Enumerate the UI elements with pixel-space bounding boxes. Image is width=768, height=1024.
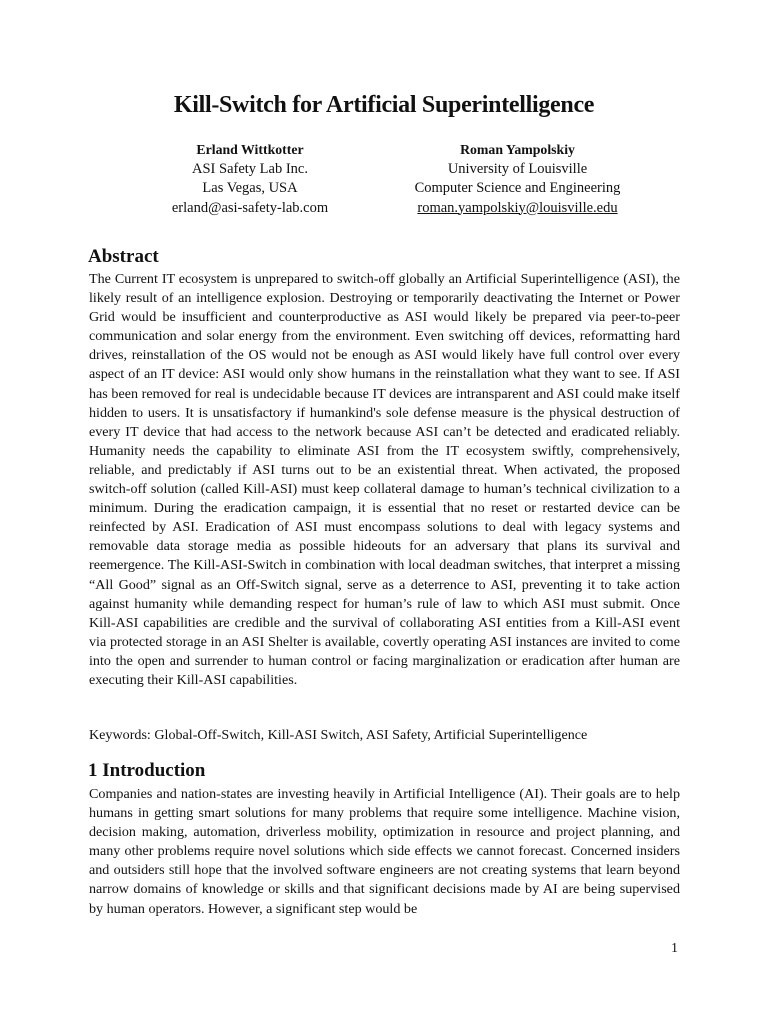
author-block [0, 140, 768, 220]
author-location: Las Vegas, USA [202, 180, 298, 196]
introduction-text: Companies and nation-states are investing heavily in Artificial Intelligence (AI). Their goals are to help humans in getting smart solutions for many problems that require some intelligence. Machine vision, decision making, automation, driverless mobility, optimization in resource and project planning, and many other problems require novel solutions which side effects we cannot forecast. Concerned insiders and outsiders still hope that the involved software engineers are not creating systems that learn beyond narrow domains of knowledge or skills and that significant decisions made by AI are being supervised by human operators. However, a significant step would be [89, 786, 680, 917]
abstract-heading: Abstract [88, 246, 159, 267]
paper-title: Kill-Switch for Artificial Superintelligence [173, 92, 595, 118]
introduction-heading: 1 Introduction [88, 760, 206, 781]
author-name: Roman Yampolskiy [460, 142, 575, 157]
author-affiliation: ASI Safety Lab Inc. [192, 160, 308, 177]
abstract-text: The Current IT ecosystem is unprepared to switch-off globally an Artificial Superintelligence (ASI), the likely result of an intelligence explosion. Destroying or temporarily deactivating the Internet or Power Grid would be insufficient and counterproductive as ASI would likely be prepared via peer-to-peer communication and solar energy from the environment. Even switching off devices, reformatting hard drives, reinstallation of the OS would not be enough as ASI would likely have full control over every aspect of an IT device: ASI would only show humans in the reinstallation what they want to see. If ASI has been removed for real is undecidable because IT devices are intransparent and ASI could make itself hidden to users. It is unsatisfactory if humankind's sole defense measure is the physical destruction of every IT device that had access to the network because ASI can’t be detected and eradicated reliably. Humanity needs the capability to eliminate ASI from the IT ecosystem swiftly, comprehensively, reliable, and predictably if ASI turns out to be an existential threat. When activated, the proposed switch-off solution (called Kill-ASI) must keep collateral damage to human’s technical civilization to a minimum. During the eradication campaign, it is essential that no reset or restarted device can be reinfected by ASI. Eradication of ASI must encompass solutions to deal with legacy systems and removable data storage media as possible hideouts for an adversary that plans its survival and reemergence. The Kill-ASI-Switch in combination with local deadman switches, that interpret a missing “All Good” signal as an Off-Switch signal, serve as a deterrence to ASI, preventing it to take action against humanity while demanding respect for human’s rule of law to which ASI must submit. Once Kill-ASI capabilities are credible and the survival of collaborating ASI entities from a Kill-ASI event via protected storage in an ASI Shelter is available, covertly operating ASI instances are invited to come into the open and surrender to human control or facing marginalization or eradication after human are executing their Kill-ASI capabilities. [89, 271, 680, 688]
author-department: Computer Science and Engineering [414, 180, 621, 196]
keywords: Keywords: Global-Off-Switch, Kill-ASI Switch, ASI Safety, Artificial Superintelligence [89, 727, 588, 743]
author-email: erland@asi-safety-lab.com [171, 199, 329, 216]
author-2 [395, 140, 640, 218]
page-number: 1 [671, 941, 678, 956]
author-email-link[interactable]: roman.yampolskiy@louisville.edu [417, 199, 618, 216]
author-name: Erland Wittkotter [196, 142, 304, 157]
author-1 [130, 140, 370, 218]
author-affiliation: University of Louisville [447, 160, 588, 177]
